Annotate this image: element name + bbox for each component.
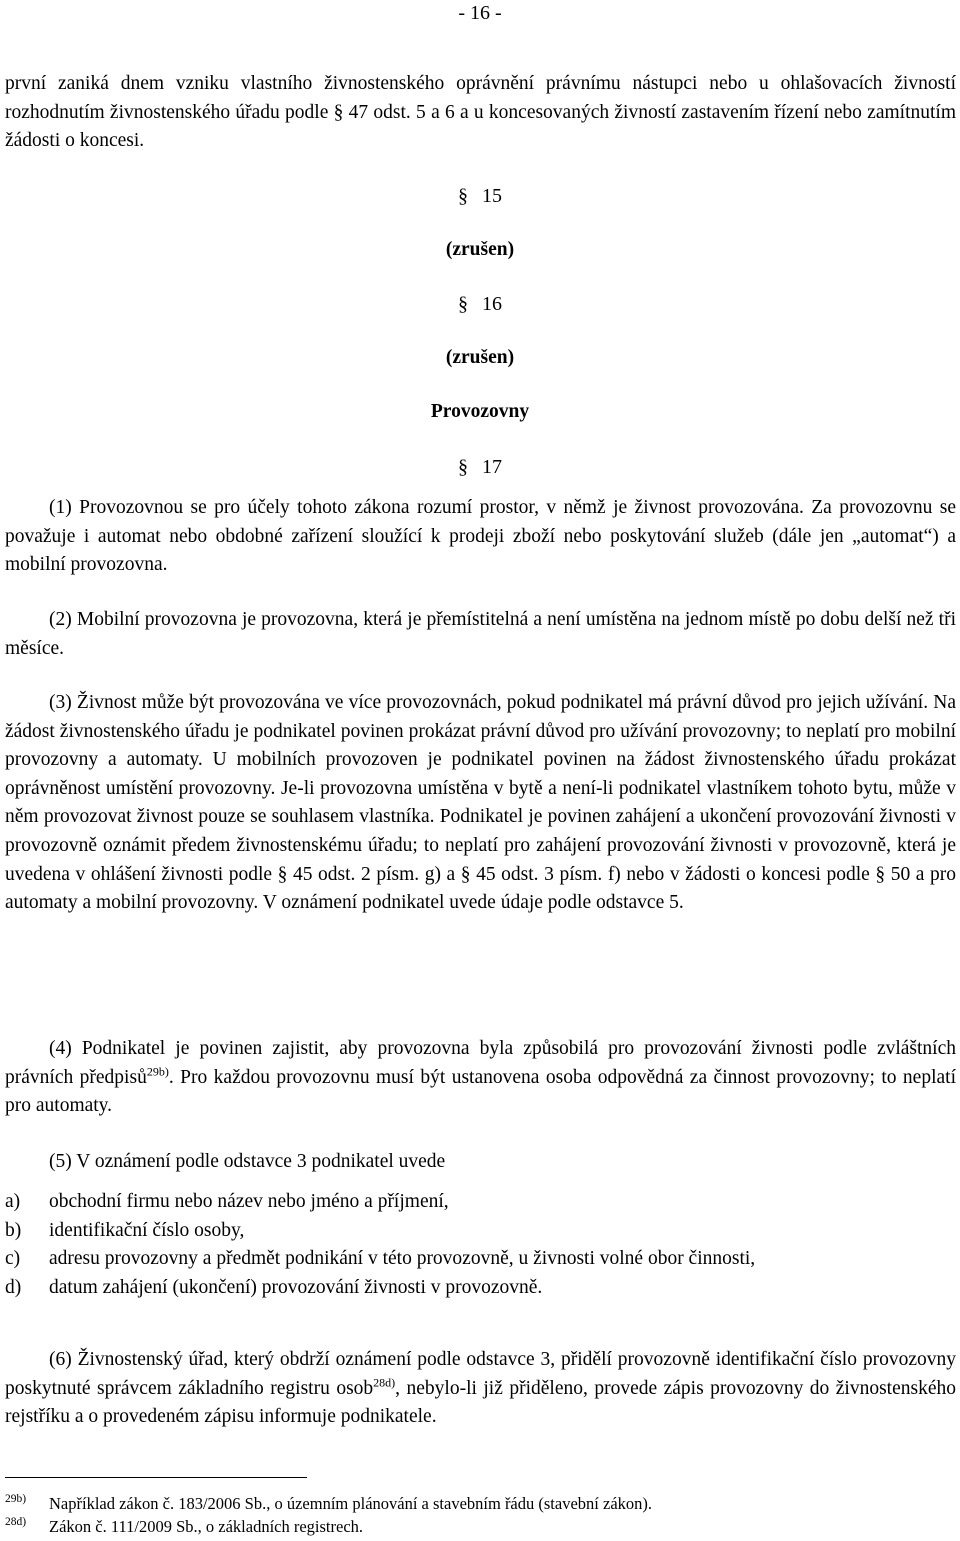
- section-15-heading: [0, 182, 960, 210]
- section-number: 15: [482, 185, 502, 207]
- section-number: 16: [482, 293, 502, 315]
- footnote-text: Například zákon č. 183/2006 Sb., o územním plánování a stavebním řádu (stavební zákon).: [49, 1494, 653, 1513]
- section-17-heading: [0, 453, 960, 481]
- section-mark: §: [458, 456, 468, 478]
- paragraph-4-text-end: . Pro každou provozovnu musí být ustanovena osoba odpovědná za činnost provozovny; to neplatí pro automaty.: [5, 1066, 956, 1117]
- list-item: [5, 1245, 956, 1274]
- paragraph-4: [5, 1035, 956, 1121]
- footnote-divider: [5, 1477, 307, 1478]
- list-item: [5, 1188, 956, 1217]
- paragraph-6: [5, 1346, 956, 1432]
- list-item: [5, 1274, 956, 1303]
- section-mark: §: [458, 185, 468, 207]
- list-label: a): [5, 1191, 21, 1212]
- paragraph-6-text: (6) Živnostenský úřad, který obdrží oznámení podle odstavce 3, přidělí provozovně identifikační číslo provozovny poskytnuté správcem základního registru osob: [5, 1349, 956, 1399]
- list-text: identifikační číslo osoby,: [49, 1219, 245, 1241]
- footnote-mark: 28d): [5, 1516, 27, 1528]
- paragraph-1: (1) Provozovnou se pro účely tohoto zákona rozumí prostor, v němž je živnost provozována. Za provozovnu se považuje i automat nebo obdobné zařízení sloužící k prodeji zboží nebo poskytování služeb (dále jen „automat“) a mobilní provozovna.: [5, 497, 956, 576]
- footnote-mark: 29b): [5, 1493, 27, 1505]
- list-text: obchodní firmu nebo název nebo jméno a příjmení,: [49, 1191, 449, 1212]
- list-text: datum zahájení (ukončení) provozování živnosti v provozovně.: [49, 1276, 543, 1298]
- chapter-heading: Provozovny: [430, 401, 530, 422]
- page-number: - 16 -: [458, 2, 502, 24]
- list-text: adresu provozovny a předmět podnikání v této provozovně, u živnosti volné obor činnosti,: [49, 1248, 756, 1270]
- section-16-status: (zrušen): [445, 347, 515, 368]
- footnote-ref: 29b): [146, 1064, 169, 1079]
- paragraph-6-text-end: , nebylo-li již přiděleno, provede zápis provozovny do živnostenského rejstříku a o provedeném zápisu informuje podnikatele.: [5, 1377, 956, 1428]
- paragraph-2: (2) Mobilní provozovna je provozovna, která je přemístitelná a není umístěna na jednom místě po dobu delší než tři měsíce.: [5, 609, 956, 659]
- paragraph-3: (3) Živnost může být provozována ve více provozovnách, pokud podnikatel má právní důvod pro jejich užívání. Na žádost živnostenského úřadu je podnikatel povinen prokázat právní důvod pro užívání provozovny; to neplatí pro mobilní provozovny a automaty. U mobilních provozoven je podnikatel povinen na žádost živnostenského úřadu prokázat oprávněnost umístění provozovny. Je-li provozovna umístěna v bytě a není-li podnikatel vlastníkem tohoto bytu, může v něm provozovat živnost pouze se souhlasem vlastníka. Podnikatel je povinen zahájení a ukončení provozování živnosti v provozovně oznámit předem živnostenskému úřadu; to neplatí pro zahájení provozování živnosti v provozovně, která je uvedena v ohlášení živnosti podle § 45 odst. 2 písm. g) a § 45 odst. 3 písm. f) nebo v žádosti o koncesi podle § 50 a pro automaty a mobilní provozovny. V oznámení podnikatel uvede údaje podle odstavce 5.: [5, 692, 956, 914]
- list-label: c): [5, 1248, 21, 1270]
- paragraph-4-text: (4) Podnikatel je povinen zajistit, aby provozovna byla způsobilá pro provozování živnosti podle zvláštních právních předpisů: [5, 1038, 956, 1088]
- section-15-status: (zrušen): [445, 239, 515, 260]
- list-item: [5, 1217, 956, 1246]
- list-label: d): [5, 1276, 22, 1298]
- list-label: b): [5, 1219, 22, 1241]
- footnote-text: Zákon č. 111/2009 Sb., o základních registrech.: [49, 1517, 364, 1536]
- intro-paragraph: první zaniká dnem vzniku vlastního živnostenského oprávnění právnímu nástupci nebo u ohlašovacích živností rozhodnutím živnostenského úřadu podle § 47 odst. 5 a 6 a u koncesovaných živností zastavením řízení nebo zamítnutím žádosti o koncesi.: [5, 73, 956, 152]
- paragraph-5-intro: (5) V oznámení podle odstavce 3 podnikatel uvede: [49, 1151, 446, 1172]
- section-mark: §: [458, 293, 468, 315]
- section-number: 17: [482, 456, 502, 478]
- requirements-list: [5, 1188, 956, 1302]
- section-16-heading: [0, 290, 960, 318]
- footnote-ref: 28d): [373, 1375, 396, 1390]
